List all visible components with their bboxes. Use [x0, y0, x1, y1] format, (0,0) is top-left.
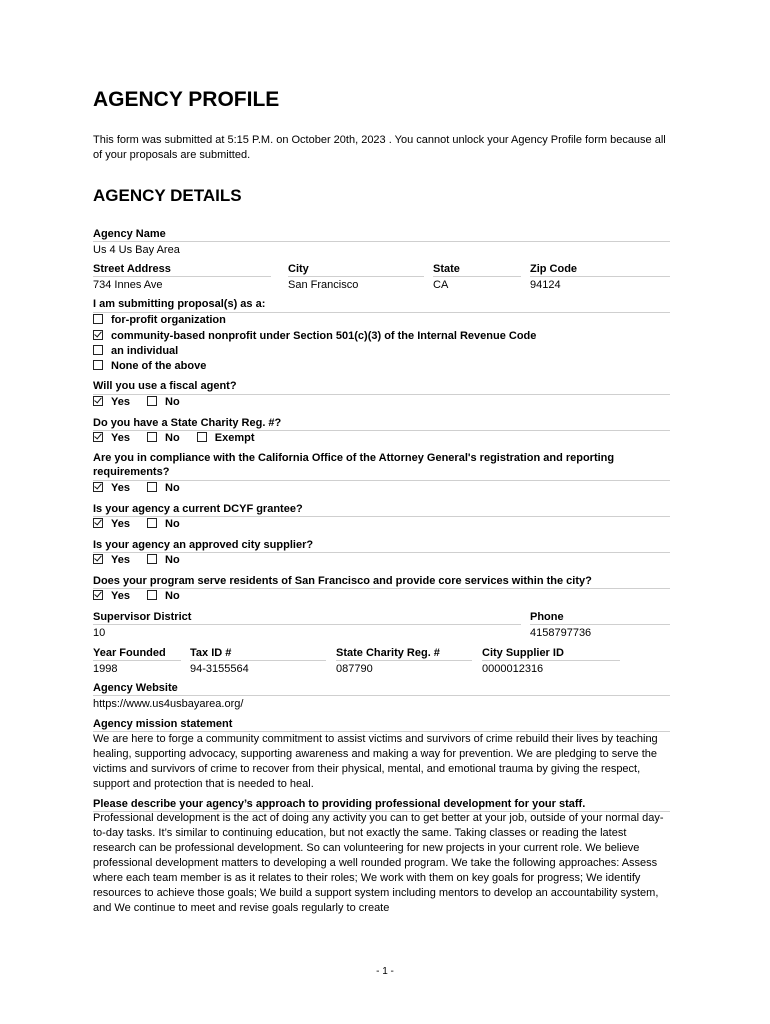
dcyf-options: Yes No — [93, 517, 194, 531]
checkbox-checked-icon — [93, 432, 103, 442]
agency-name-label: Agency Name — [93, 228, 166, 240]
year-founded-label: Year Founded — [93, 647, 166, 659]
phone-label: Phone — [530, 611, 564, 623]
checkbox-checked-icon — [93, 396, 103, 406]
fiscal-agent-options: Yes No — [93, 395, 194, 409]
city-supplier-id-value: 0000012316 — [482, 660, 620, 676]
checkbox-checked-icon — [93, 554, 103, 564]
state-label: State — [433, 263, 460, 275]
street-address-value: 734 Innes Ave — [93, 276, 271, 292]
phone-value: 4158797736 — [530, 624, 670, 640]
compliance-question: Are you in compliance with the California Office of the Attorney General's registration and reporting requirements? — [93, 452, 615, 478]
tax-id-value: 94-3155564 — [190, 660, 326, 676]
zip-code-value: 94124 — [530, 276, 670, 292]
city-value: San Francisco — [288, 276, 424, 292]
checkbox-unchecked-icon — [147, 396, 157, 406]
zip-code-label: Zip Code — [530, 263, 578, 275]
professional-development-text: Professional development is the act of doing any activity you can to get better at your job, outside of your normal day-to-day tasks. It’s similar to continuing education, but not exactly the same. Taking classes or reading the latest research can be professional development. So can volunteering for new projects in your current role. We believe professional development matters to developing a well rounded program. We take the following approaches: Assess where each team member is as it relates to their roles; We work with them on key goals for progress; We identify resources to achieve those goals; We build a support system including mentors to develop an accountability system, and We continue to meet and revise goals regularly to create — [93, 812, 664, 914]
charity-reg-question: Do you have a State Charity Reg. #? — [93, 417, 282, 429]
checkbox-unchecked-icon — [147, 554, 157, 564]
option-none: None of the above — [93, 359, 206, 373]
checkbox-unchecked-icon — [147, 518, 157, 528]
agency-name-value: Us 4 Us Bay Area — [93, 241, 670, 257]
option-individual: an individual — [93, 344, 178, 358]
mission-statement-text: We are here to forge a community commitment to assist victims and survivors of crime rebuild their lives by teaching healing, supporting advocacy, supporting awareness and making a way for prevention. We are pledging to serve the victims and survivors of crime to recover from their physical, mental, and emotional trauma by giving the respect, support and protection that is needed to heal. — [93, 733, 658, 790]
city-supplier-options: Yes No — [93, 553, 194, 567]
agency-website-value: https://www.us4usbayarea.org/ — [93, 695, 670, 711]
checkbox-unchecked-icon — [93, 345, 103, 355]
residents-question: Does your program serve residents of San Francisco and provide core services within the city? — [93, 575, 592, 587]
checkbox-checked-icon — [93, 518, 103, 528]
compliance-options: Yes No — [93, 481, 194, 495]
checkbox-unchecked-icon — [147, 482, 157, 492]
supervisor-district-value: 10 — [93, 624, 521, 640]
checkbox-checked-icon — [93, 482, 103, 492]
state-charity-reg-value: 087790 — [336, 660, 472, 676]
supervisor-district-label: Supervisor District — [93, 611, 192, 623]
professional-development-label: Please describe your agency’s approach to providing professional development for your staff. — [93, 798, 586, 810]
page-title: AGENCY PROFILE — [93, 88, 280, 111]
agency-website-label: Agency Website — [93, 682, 178, 694]
dcyf-question: Is your agency a current DCYF grantee? — [93, 503, 303, 515]
option-for-profit: for-profit organization — [93, 313, 226, 327]
checkbox-unchecked-icon — [93, 360, 103, 370]
city-supplier-question: Is your agency an approved city supplier? — [93, 539, 314, 551]
section-title: AGENCY DETAILS — [93, 186, 242, 205]
charity-reg-options: Yes No Exempt — [93, 431, 269, 445]
state-value: CA — [433, 276, 521, 292]
city-supplier-id-label: City Supplier ID — [482, 647, 564, 659]
mission-statement-label: Agency mission statement — [93, 718, 233, 730]
state-charity-reg-label: State Charity Reg. # — [336, 647, 440, 659]
option-nonprofit: community-based nonprofit under Section 501(c)(3) of the Internal Revenue Code — [93, 329, 536, 343]
year-founded-value: 1998 — [93, 660, 181, 676]
city-label: City — [288, 263, 309, 275]
submission-notice: This form was submitted at 5:15 P.M. on October 20th, 2023 . You cannot unlock your Agency Profile form because all of your proposals are submitted. — [93, 134, 666, 161]
proposal-type-question: I am submitting proposal(s) as a: — [93, 298, 266, 310]
checkbox-unchecked-icon — [147, 432, 157, 442]
checkbox-unchecked-icon — [93, 314, 103, 324]
street-address-label: Street Address — [93, 263, 171, 275]
page-number: - 1 - — [376, 966, 394, 977]
checkbox-unchecked-icon — [147, 590, 157, 600]
checkbox-checked-icon — [93, 330, 103, 340]
residents-options: Yes No — [93, 589, 194, 603]
checkbox-checked-icon — [93, 590, 103, 600]
checkbox-unchecked-icon — [197, 432, 207, 442]
fiscal-agent-question: Will you use a fiscal agent? — [93, 380, 237, 392]
tax-id-label: Tax ID # — [190, 647, 232, 659]
